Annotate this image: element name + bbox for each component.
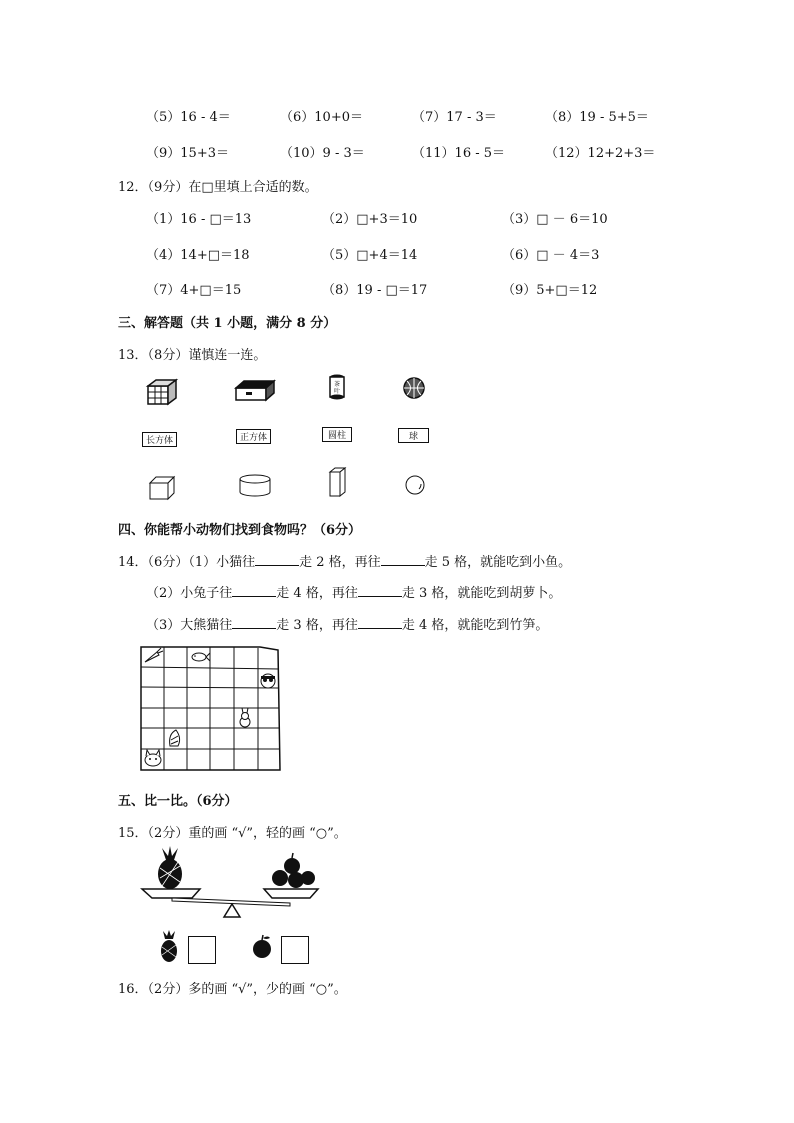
q14-l2-part-b: 走 4 格，再往 — [276, 586, 358, 601]
animal-food-grid — [140, 646, 282, 772]
q11-item-12: （12）12+2+3＝ — [545, 146, 656, 161]
q14-l3-part-a: （3）大熊猫往 — [146, 618, 233, 633]
q11-item-6: （6）10+0＝ — [280, 110, 363, 125]
section3-heading: 三、解答题（共 1 小题，满分 8 分） — [118, 316, 337, 331]
q14-l2-part-c: 走 3 格，就能吃到胡萝卜。 — [401, 586, 562, 601]
q12-item-3: （3）□ － 6＝10 — [502, 212, 608, 227]
q12-item-6: （6）□ － 4＝3 — [502, 248, 600, 263]
q11-item-10: （10）9 - 3＝ — [280, 146, 365, 161]
fish-icon — [192, 653, 210, 661]
apples-group-icon — [272, 853, 315, 888]
q14-line-2 — [146, 582, 561, 601]
q12-item-7: （7）4+□＝15 — [146, 283, 242, 298]
q14-line-3 — [146, 614, 548, 633]
q12-item-2: （2）□+3＝10 — [322, 212, 418, 227]
q14-l1-part-c: 走 5 格，就能吃到小鱼。 — [424, 555, 572, 570]
tea-can-label-1: 茶 — [333, 381, 341, 388]
q12-item-1: （1）16 - □＝13 — [146, 212, 252, 227]
basketball-icon — [402, 376, 426, 400]
cuboid-shape-icon — [328, 466, 348, 498]
apple-answer-box[interactable] — [281, 936, 309, 964]
q14-l1-blank-1[interactable] — [255, 553, 299, 566]
q14-l3-part-c: 走 4 格，就能吃到竹笋。 — [401, 618, 549, 633]
tea-can-label-2: 叶 — [333, 388, 341, 395]
pineapple-icon — [158, 846, 182, 889]
sphere-shape-icon — [404, 474, 426, 496]
q15-title: 15．（2分）重的画 “√”，轻的画 “○”。 — [118, 826, 347, 841]
q11-item-8: （8）19 - 5+5＝ — [545, 110, 649, 125]
cat-icon — [145, 750, 161, 766]
rubik-cube-icon — [146, 378, 180, 406]
q12-title: 12．（9分）在□里填上合适的数。 — [118, 180, 318, 195]
q11-item-11: （11）16 - 5＝ — [412, 146, 506, 161]
label-sphere: 球 — [398, 428, 429, 443]
small-apple-icon — [250, 934, 274, 960]
carrot-icon — [145, 648, 163, 662]
q11-item-5: （5）16 - 4＝ — [146, 110, 231, 125]
q14-l2-blank-2[interactable] — [358, 584, 402, 597]
q12-item-8: （8）19 - □＝17 — [322, 283, 428, 298]
section4-heading: 四、你能帮小动物们找到食物吗？（6分） — [118, 523, 362, 538]
q12-item-5: （5）□+4＝14 — [322, 248, 418, 263]
q14-l1-blank-2[interactable] — [381, 553, 425, 566]
label-cylinder: 圆柱 — [322, 427, 352, 442]
q13-title: 13．（8分）谨慎连一连。 — [118, 348, 267, 363]
rabbit-icon — [240, 708, 250, 727]
q11-item-7: （7）17 - 3＝ — [412, 110, 497, 125]
q12-item-9: （9）5+□＝12 — [502, 283, 598, 298]
suitcase-icon — [234, 378, 276, 402]
pineapple-answer-box[interactable] — [188, 936, 216, 964]
q16-title: 16．（2分）多的画 “√”，少的画 “○”。 — [118, 982, 347, 997]
q14-line-1 — [118, 551, 571, 570]
q14-l1-part-a: 14．（6分）（1）小猫往 — [118, 555, 256, 570]
q14-l3-blank-2[interactable] — [358, 616, 402, 629]
small-pineapple-icon — [158, 930, 180, 964]
q11-item-9: （9）15+3＝ — [146, 146, 229, 161]
balance-scale — [140, 846, 318, 920]
label-cuboid: 长方体 — [142, 432, 177, 447]
q14-l3-part-b: 走 3 格，再往 — [276, 618, 358, 633]
section5-heading: 五、比一比。（6分） — [118, 794, 238, 809]
q14-l3-blank-1[interactable] — [232, 616, 276, 629]
q14-l1-part-b: 走 2 格，再往 — [299, 555, 381, 570]
bamboo-shoot-icon — [170, 730, 180, 746]
cylinder-shape-icon — [238, 474, 272, 498]
q14-l2-blank-1[interactable] — [232, 584, 276, 597]
label-cube: 正方体 — [236, 429, 271, 444]
panda-icon — [261, 674, 275, 688]
tea-can-icon — [328, 373, 346, 401]
q12-item-4: （4）14+□＝18 — [146, 248, 250, 263]
cube-shape-icon — [148, 475, 176, 501]
q14-l2-part-a: （2）小兔子往 — [146, 586, 233, 601]
